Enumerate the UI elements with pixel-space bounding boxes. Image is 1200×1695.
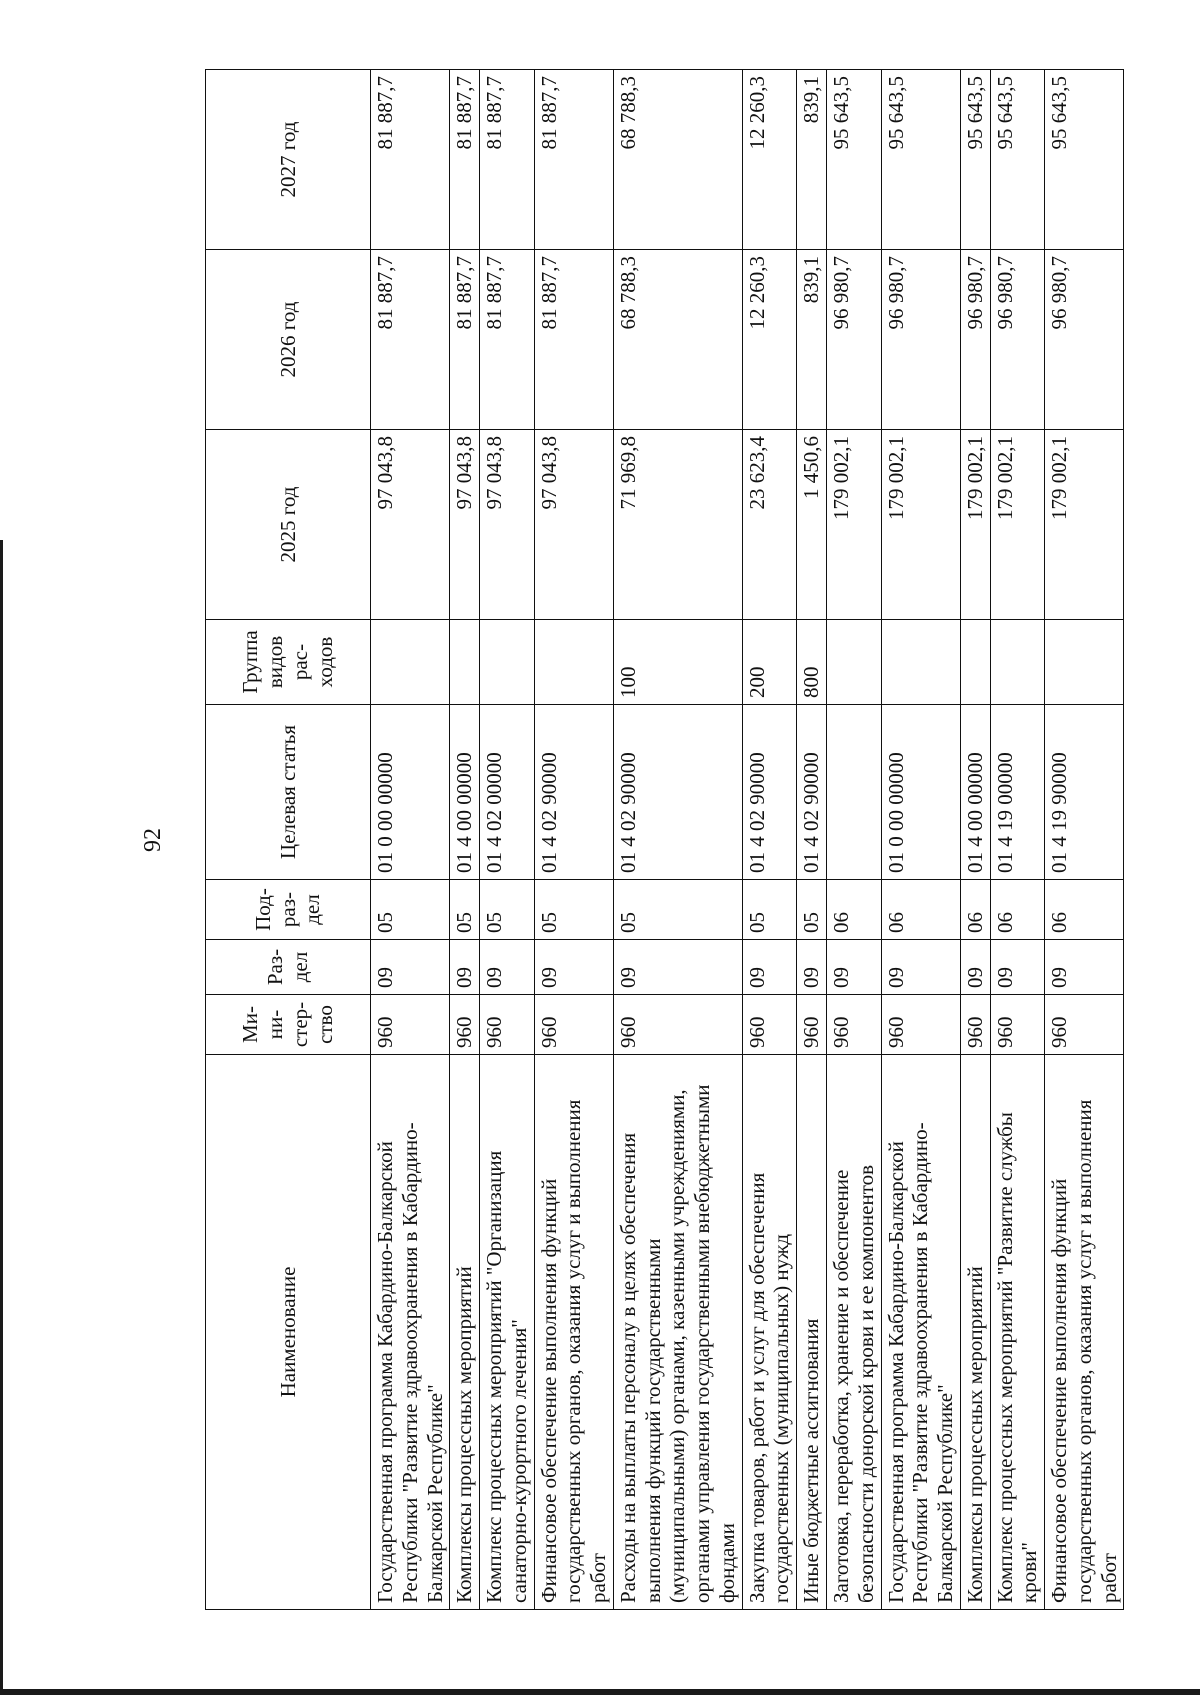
row-target-article: 01 4 02 90000 <box>742 705 797 880</box>
row-value-2027: 839,1 <box>797 70 827 250</box>
row-ministry: 960 <box>371 995 450 1055</box>
row-value-2026: 96 980,7 <box>881 250 960 430</box>
row-target-article: 01 4 02 00000 <box>480 705 535 880</box>
row-expense-group <box>371 620 450 705</box>
row-value-2027: 95 643,5 <box>960 70 990 250</box>
row-name: Расходы на выплаты персоналу в целях обеспечения выполнения функций государственными (муниципальными) органами, казенными учреждениями, органами управления государственными внебюджетными фондами <box>613 1055 742 1610</box>
row-value-2027: 95 643,5 <box>990 70 1045 250</box>
row-podrazdel: 06 <box>1045 880 1124 940</box>
table-row <box>371 70 450 1610</box>
row-ministry: 960 <box>534 995 613 1055</box>
row-name: Комплексы процессных мероприятий <box>450 1055 480 1610</box>
table-row <box>797 70 827 1610</box>
scan-edge-bottom <box>0 1689 1200 1695</box>
row-podrazdel: 06 <box>881 880 960 940</box>
row-name: Закупка товаров, работ и услуг для обеспечения государственных (муниципальных) нужд <box>742 1055 797 1610</box>
budget-table <box>205 69 1124 1610</box>
row-expense-group <box>450 620 480 705</box>
row-target-article: 01 0 00 00000 <box>881 705 960 880</box>
row-razdel: 09 <box>613 940 742 995</box>
row-podrazdel: 05 <box>371 880 450 940</box>
row-value-2027: 95 643,5 <box>881 70 960 250</box>
row-value-2026: 96 980,7 <box>960 250 990 430</box>
rotated-page-content <box>140 70 1121 1610</box>
row-podrazdel: 05 <box>534 880 613 940</box>
row-value-2027: 12 260,3 <box>742 70 797 250</box>
row-razdel: 09 <box>1045 940 1124 995</box>
row-razdel: 09 <box>742 940 797 995</box>
row-value-2027: 81 887,7 <box>480 70 535 250</box>
row-name: Комплексы процессных мероприятий <box>960 1055 990 1610</box>
row-podrazdel: 05 <box>797 880 827 940</box>
row-value-2025: 179 002,1 <box>990 430 1045 620</box>
row-expense-group <box>534 620 613 705</box>
table-row <box>881 70 960 1610</box>
row-razdel: 09 <box>960 940 990 995</box>
table-row <box>480 70 535 1610</box>
row-name: Финансовое обеспечение выполнения функций государственных органов, оказания услуг и выполнения работ <box>534 1055 613 1610</box>
header-2025: 2025 год <box>206 430 371 620</box>
row-expense-group: 200 <box>742 620 797 705</box>
row-value-2026: 96 980,7 <box>990 250 1045 430</box>
row-value-2026: 81 887,7 <box>371 250 450 430</box>
row-value-2027: 81 887,7 <box>450 70 480 250</box>
row-ministry: 960 <box>960 995 990 1055</box>
row-value-2025: 97 043,8 <box>534 430 613 620</box>
table-row <box>742 70 797 1610</box>
row-value-2025: 1 450,6 <box>797 430 827 620</box>
table-row <box>827 70 882 1610</box>
row-razdel: 09 <box>827 940 882 995</box>
row-razdel: 09 <box>881 940 960 995</box>
row-expense-group: 800 <box>797 620 827 705</box>
row-razdel: 09 <box>990 940 1045 995</box>
row-ministry: 960 <box>827 995 882 1055</box>
row-razdel: 09 <box>534 940 613 995</box>
row-name: Финансовое обеспечение выполнения функций государственных органов, оказания услуг и выполнения работ <box>1045 1055 1124 1610</box>
table-header-row <box>206 70 371 1610</box>
row-expense-group <box>480 620 535 705</box>
row-value-2025: 179 002,1 <box>960 430 990 620</box>
row-value-2025: 97 043,8 <box>450 430 480 620</box>
row-ministry: 960 <box>742 995 797 1055</box>
row-value-2026: 839,1 <box>797 250 827 430</box>
row-name: Государственная программа Кабардино-Балкарской Республики "Развитие здравоохранения в Кабардино-Балкарской Республике" <box>371 1055 450 1610</box>
row-razdel: 09 <box>797 940 827 995</box>
row-value-2026: 96 980,7 <box>827 250 882 430</box>
row-ministry: 960 <box>990 995 1045 1055</box>
row-expense-group: 100 <box>613 620 742 705</box>
header-2026: 2026 год <box>206 250 371 430</box>
header-expense-group: Группа видов рас- ходов <box>206 620 371 705</box>
row-value-2027: 81 887,7 <box>534 70 613 250</box>
row-podrazdel: 06 <box>990 880 1045 940</box>
table-row <box>613 70 742 1610</box>
row-value-2027: 95 643,5 <box>1045 70 1124 250</box>
row-value-2025: 97 043,8 <box>371 430 450 620</box>
row-target-article: 01 4 19 90000 <box>1045 705 1124 880</box>
row-expense-group <box>960 620 990 705</box>
row-target-article: 01 4 00 00000 <box>450 705 480 880</box>
scan-edge-left <box>0 540 3 1695</box>
header-razdel: Раз- дел <box>206 940 371 995</box>
row-expense-group <box>881 620 960 705</box>
row-value-2026: 81 887,7 <box>534 250 613 430</box>
table-row <box>450 70 480 1610</box>
row-value-2025: 97 043,8 <box>480 430 535 620</box>
header-podrazdel: Под- раз- дел <box>206 880 371 940</box>
row-target-article <box>827 705 882 880</box>
header-ministry: Ми- ни- стер- ство <box>206 995 371 1055</box>
row-razdel: 09 <box>450 940 480 995</box>
row-ministry: 960 <box>797 995 827 1055</box>
row-value-2026: 12 260,3 <box>742 250 797 430</box>
row-expense-group <box>990 620 1045 705</box>
row-podrazdel: 06 <box>960 880 990 940</box>
row-target-article: 01 4 02 90000 <box>534 705 613 880</box>
row-podrazdel: 05 <box>613 880 742 940</box>
row-podrazdel: 05 <box>450 880 480 940</box>
row-name: Комплекс процессных мероприятий "Развитие службы крови" <box>990 1055 1045 1610</box>
table-row <box>534 70 613 1610</box>
row-target-article: 01 4 00 00000 <box>960 705 990 880</box>
row-ministry: 960 <box>613 995 742 1055</box>
table-row <box>960 70 990 1610</box>
row-value-2027: 81 887,7 <box>371 70 450 250</box>
row-ministry: 960 <box>480 995 535 1055</box>
row-value-2026: 96 980,7 <box>1045 250 1124 430</box>
row-value-2025: 179 002,1 <box>1045 430 1124 620</box>
row-value-2026: 81 887,7 <box>480 250 535 430</box>
row-ministry: 960 <box>1045 995 1124 1055</box>
row-ministry: 960 <box>881 995 960 1055</box>
row-value-2025: 23 623,4 <box>742 430 797 620</box>
header-target-article: Целевая статья <box>206 705 371 880</box>
row-name: Государственная программа Кабардино-Балкарской Республики "Развитие здравоохранения в Кабардино-Балкарской Республике" <box>881 1055 960 1610</box>
row-target-article: 01 4 02 90000 <box>613 705 742 880</box>
row-razdel: 09 <box>371 940 450 995</box>
row-value-2025: 179 002,1 <box>881 430 960 620</box>
row-name: Комплекс процессных мероприятий "Организация санаторно-курортного лечения" <box>480 1055 535 1610</box>
row-expense-group <box>1045 620 1124 705</box>
row-target-article: 01 0 00 00000 <box>371 705 450 880</box>
header-name: Наименование <box>206 1055 371 1610</box>
row-target-article: 01 4 02 90000 <box>797 705 827 880</box>
row-value-2025: 179 002,1 <box>827 430 882 620</box>
row-podrazdel: 05 <box>742 880 797 940</box>
row-podrazdel: 06 <box>827 880 882 940</box>
row-target-article: 01 4 19 00000 <box>990 705 1045 880</box>
table-row <box>990 70 1045 1610</box>
header-2027: 2027 год <box>206 70 371 250</box>
row-name: Иные бюджетные ассигнования <box>797 1055 827 1610</box>
row-value-2027: 68 788,3 <box>613 70 742 250</box>
row-value-2025: 71 969,8 <box>613 430 742 620</box>
table-row <box>1045 70 1124 1610</box>
row-value-2026: 68 788,3 <box>613 250 742 430</box>
row-value-2026: 81 887,7 <box>450 250 480 430</box>
row-value-2027: 95 643,5 <box>827 70 882 250</box>
row-name: Заготовка, переработка, хранение и обеспечение безопасности донорской крови и ее компонентов <box>827 1055 882 1610</box>
row-ministry: 960 <box>450 995 480 1055</box>
page-number: 92 <box>140 828 166 852</box>
row-podrazdel: 05 <box>480 880 535 940</box>
row-expense-group <box>827 620 882 705</box>
row-razdel: 09 <box>480 940 535 995</box>
